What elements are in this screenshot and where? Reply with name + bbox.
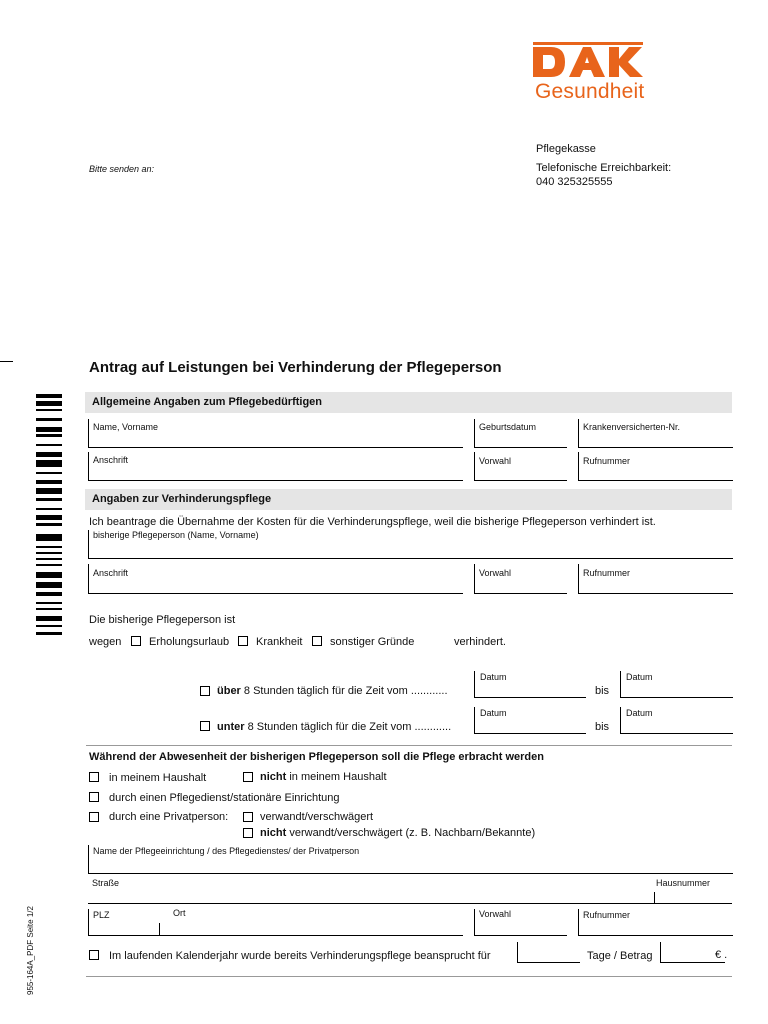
- section-general-heading: Allgemeine Angaben zum Pflegebedürftigen: [92, 396, 323, 408]
- caregiver-phone-field[interactable]: [578, 564, 733, 594]
- street-label: Straße: [92, 878, 120, 888]
- over-8h-rest: 8 Stunden täglich für die Zeit vom ............: [243, 685, 448, 697]
- contact-title: Pflegekasse: [536, 143, 596, 155]
- caregiver-address-field[interactable]: [88, 564, 463, 594]
- already-claimed-checkbox[interactable]: [89, 950, 99, 960]
- name-field[interactable]: [88, 419, 463, 448]
- section-respite-header: [85, 489, 732, 510]
- form-code: 955-164A_PDF Seite 1/2: [26, 906, 35, 995]
- barcode: [36, 394, 62, 638]
- vacation-checkbox[interactable]: [131, 636, 141, 646]
- not-related-rest: verwandt/verschwägert (z. B. Nachbarn/Bekannte): [289, 827, 536, 839]
- not-own-household-rest: in meinem Haushalt: [289, 771, 387, 783]
- house-number-label: Hausnummer: [656, 878, 711, 888]
- illness-label: Krankheit: [256, 636, 303, 648]
- days-field[interactable]: [517, 942, 580, 963]
- dak-logo: [533, 42, 645, 82]
- not-related-text: [260, 827, 535, 839]
- amount-field[interactable]: [660, 942, 728, 963]
- city-label: Ort: [173, 908, 186, 918]
- insurance-number-field[interactable]: [578, 419, 733, 448]
- phone-field[interactable]: [578, 452, 733, 481]
- contact-phone-label: Telefonische Erreichbarkeit:: [536, 162, 672, 174]
- care-service-label: durch einen Pflegedienst/stationäre Einrichtung: [109, 792, 340, 804]
- area-code-label: Vorwahl: [479, 456, 512, 466]
- logo-subtitle: Gesundheit: [535, 80, 645, 103]
- over-8h-from-date-field[interactable]: [474, 671, 586, 698]
- care-provider-heading: Während der Abwesenheit der bisherigen Pflegeperson soll die Pflege erbracht werden: [89, 751, 544, 763]
- caregiver-name-label: bisherige Pflegeperson (Name, Vorname): [93, 530, 259, 540]
- under-8h-from-date-field[interactable]: [474, 707, 586, 734]
- not-related-bold: nicht: [260, 827, 287, 839]
- under-8h-to-date-field[interactable]: [620, 707, 733, 734]
- area-code-field[interactable]: [474, 452, 567, 481]
- private-person-label: durch eine Privatperson:: [109, 811, 229, 823]
- respite-intro-text: Ich beantrage die Übernahme der Kosten für die Verhinderungspflege, weil die bisherige Pflegeperson verhindert ist.: [89, 516, 656, 528]
- send-to-label: Bitte senden an:: [89, 164, 155, 174]
- not-household-bold: nicht: [260, 771, 287, 783]
- under-from-date-label: Datum: [480, 708, 507, 718]
- provider-area-code-field[interactable]: [474, 909, 567, 936]
- under-to-date-label: Datum: [626, 708, 653, 718]
- bottom-divider: [86, 976, 732, 977]
- under-until-text: bis: [595, 721, 610, 733]
- name-label: Name, Vorname: [93, 422, 159, 432]
- birthdate-field[interactable]: [474, 419, 567, 448]
- under-bold: unter: [217, 721, 245, 733]
- over-8h-text: [217, 685, 448, 697]
- not-related-checkbox[interactable]: [243, 828, 253, 838]
- prevented-text: verhindert.: [454, 636, 506, 648]
- illness-checkbox[interactable]: [238, 636, 248, 646]
- form-title: Antrag auf Leistungen bei Verhinderung der Pflegeperson: [89, 359, 502, 376]
- days-amount-label: Tage / Betrag: [587, 950, 653, 962]
- own-household-checkbox[interactable]: [89, 772, 99, 782]
- caregiver-phone-label: Rufnummer: [583, 568, 631, 578]
- street-field[interactable]: [88, 878, 732, 904]
- under-8h-checkbox[interactable]: [200, 721, 210, 731]
- provider-phone-label: Rufnummer: [583, 910, 631, 920]
- already-claimed-text: Im laufenden Kalenderjahr wurde bereits Verhinderungspflege beansprucht für: [109, 950, 491, 962]
- vacation-label: Erholungsurlaub: [149, 636, 230, 648]
- other-reason-checkbox[interactable]: [312, 636, 322, 646]
- care-service-checkbox[interactable]: [89, 792, 99, 802]
- section-respite-heading: Angaben zur Verhinderungspflege: [92, 493, 272, 505]
- other-reason-label: sonstiger Gründe: [330, 636, 415, 648]
- caregiver-area-code-label: Vorwahl: [479, 568, 512, 578]
- section-divider: [86, 745, 732, 746]
- over-from-date-label: Datum: [480, 672, 507, 682]
- not-own-household-text: [260, 771, 387, 783]
- own-household-label: in meinem Haushalt: [109, 772, 207, 784]
- caregiver-is-text: Die bisherige Pflegeperson ist: [89, 614, 236, 626]
- over-bold: über: [217, 685, 241, 697]
- birthdate-label: Geburtsdatum: [479, 422, 537, 432]
- facility-name-field[interactable]: [88, 845, 733, 874]
- provider-phone-field[interactable]: [578, 909, 733, 936]
- under-8h-text: [217, 721, 451, 733]
- provider-area-code-label: Vorwahl: [479, 909, 512, 919]
- related-label: verwandt/verschwägert: [260, 811, 374, 823]
- related-checkbox[interactable]: [243, 812, 253, 822]
- over-8h-checkbox[interactable]: [200, 686, 210, 696]
- caregiver-name-field[interactable]: [88, 530, 733, 559]
- euro-sign: € .: [715, 949, 728, 961]
- insurance-number-label: Krankenversicherten-Nr.: [583, 422, 681, 432]
- address-label: Anschrift: [93, 455, 129, 465]
- zip-city-divider: [159, 923, 160, 935]
- phone-label: Rufnummer: [583, 456, 631, 466]
- zip-city-field[interactable]: [88, 909, 463, 936]
- house-number-divider: [654, 892, 655, 903]
- facility-name-label: Name der Pflegeeinrichtung / des Pflegedienstes/ der Privatperson: [93, 846, 360, 856]
- because-text: wegen: [89, 636, 122, 648]
- fold-mark: [0, 361, 13, 362]
- over-8h-to-date-field[interactable]: [620, 671, 733, 698]
- over-until-text: bis: [595, 685, 610, 697]
- section-general-header: [85, 392, 732, 413]
- under-8h-rest: 8 Stunden täglich für die Zeit vom ............: [247, 721, 452, 733]
- zip-label: PLZ: [93, 910, 110, 920]
- address-field[interactable]: [88, 452, 463, 481]
- caregiver-address-label: Anschrift: [93, 568, 129, 578]
- contact-phone: 040 325325555: [536, 176, 613, 188]
- over-to-date-label: Datum: [626, 672, 653, 682]
- not-own-household-checkbox[interactable]: [243, 772, 253, 782]
- caregiver-area-code-field[interactable]: [474, 564, 567, 594]
- private-person-checkbox[interactable]: [89, 812, 99, 822]
